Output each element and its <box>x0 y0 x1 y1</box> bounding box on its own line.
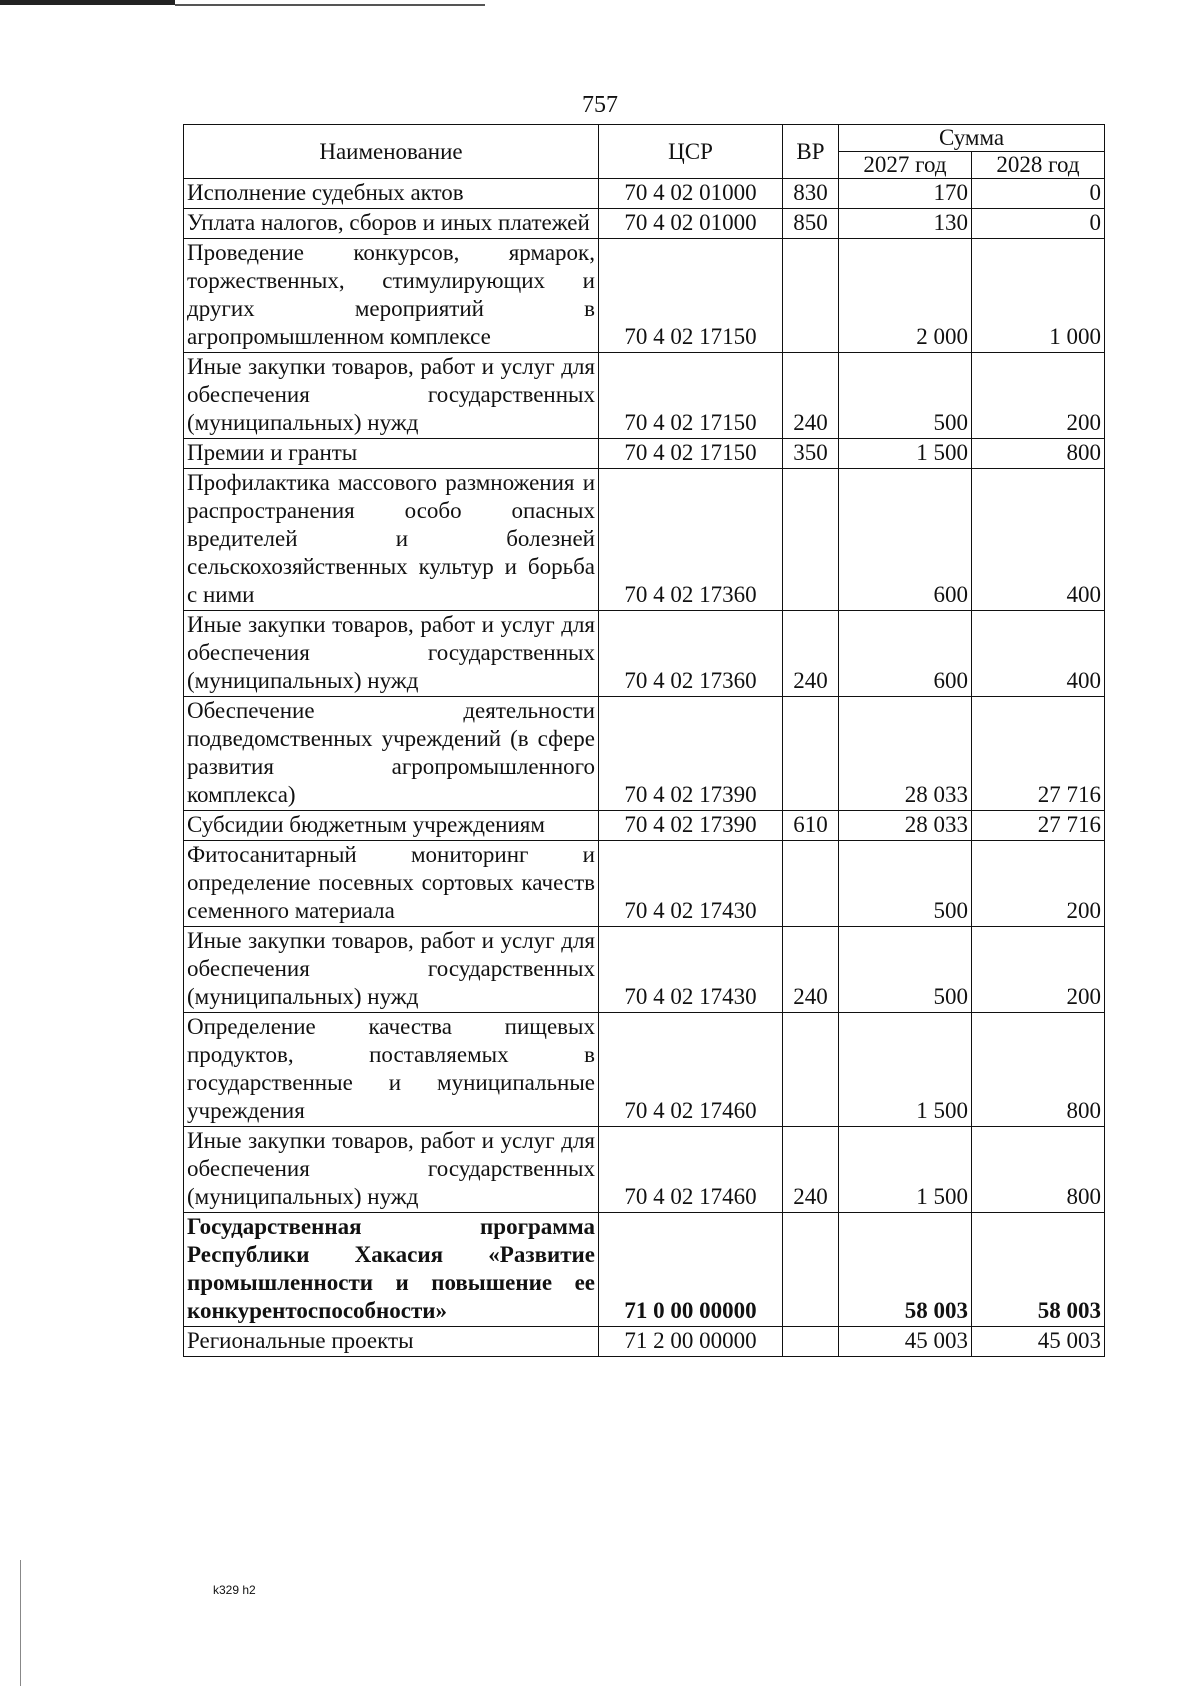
table-row <box>184 611 1105 697</box>
row-sum-2028: 800 <box>972 439 1105 469</box>
row-csr: 70 4 02 17150 <box>599 239 783 353</box>
row-vr: 240 <box>783 1127 839 1213</box>
row-sum-2027: 45 003 <box>839 1327 972 1357</box>
row-sum-2028: 200 <box>972 841 1105 927</box>
row-name: Проведение конкурсов, ярмарок, торжественных, стимулирующих и других мероприятий в агропромышленном комплексе <box>184 239 599 353</box>
row-vr <box>783 1213 839 1327</box>
table-row <box>184 841 1105 927</box>
row-sum-2028: 0 <box>972 209 1105 239</box>
row-name: Определение качества пищевых продуктов, поставляемых в государственные и муниципальные учреждения <box>184 1013 599 1127</box>
row-name: Премии и гранты <box>184 439 599 469</box>
row-sum-2027: 1 500 <box>839 439 972 469</box>
row-csr: 70 4 02 01000 <box>599 209 783 239</box>
row-csr: 70 4 02 17390 <box>599 697 783 811</box>
row-vr: 830 <box>783 179 839 209</box>
row-sum-2027: 1 500 <box>839 1013 972 1127</box>
row-vr: 240 <box>783 353 839 439</box>
row-vr: 610 <box>783 811 839 841</box>
row-vr <box>783 1327 839 1357</box>
row-csr: 71 2 00 00000 <box>599 1327 783 1357</box>
row-vr <box>783 841 839 927</box>
row-sum-2027: 2 000 <box>839 239 972 353</box>
row-name: Уплата налогов, сборов и иных платежей <box>184 209 599 239</box>
row-sum-2027: 130 <box>839 209 972 239</box>
row-csr: 70 4 02 17390 <box>599 811 783 841</box>
header-csr: ЦСР <box>599 125 783 179</box>
row-sum-2027: 28 033 <box>839 697 972 811</box>
row-sum-2028: 27 716 <box>972 697 1105 811</box>
row-sum-2028: 800 <box>972 1013 1105 1127</box>
table-row <box>184 179 1105 209</box>
header-vr: ВР <box>783 125 839 179</box>
row-csr: 70 4 02 17430 <box>599 841 783 927</box>
header-year-2028: 2028 год <box>972 152 1105 179</box>
row-sum-2028: 58 003 <box>972 1213 1105 1327</box>
row-sum-2027: 600 <box>839 611 972 697</box>
table-row <box>184 209 1105 239</box>
row-sum-2028: 45 003 <box>972 1327 1105 1357</box>
header-name: Наименование <box>184 125 599 179</box>
row-vr: 240 <box>783 927 839 1013</box>
row-csr: 71 0 00 00000 <box>599 1213 783 1327</box>
table-row <box>184 239 1105 353</box>
page-number: 757 <box>582 92 618 118</box>
row-vr <box>783 239 839 353</box>
table-row <box>184 1327 1105 1357</box>
row-sum-2028: 200 <box>972 927 1105 1013</box>
row-sum-2027: 500 <box>839 353 972 439</box>
row-name: Государственная программа Республики Хакасия «Развитие промышленности и повышение ее конкурентоспособности» <box>184 1213 599 1327</box>
table-row <box>184 353 1105 439</box>
scan-edge-mark-secondary <box>175 4 485 6</box>
row-sum-2028: 27 716 <box>972 811 1105 841</box>
scan-edge-mark <box>0 0 175 5</box>
row-name: Иные закупки товаров, работ и услуг для обеспечения государственных (муниципальных) нужд <box>184 353 599 439</box>
row-vr <box>783 1013 839 1127</box>
table-row <box>184 1013 1105 1127</box>
row-name: Иные закупки товаров, работ и услуг для обеспечения государственных (муниципальных) нужд <box>184 927 599 1013</box>
row-sum-2027: 58 003 <box>839 1213 972 1327</box>
header-sum: Сумма <box>839 125 1105 152</box>
row-sum-2028: 0 <box>972 179 1105 209</box>
row-csr: 70 4 02 17150 <box>599 439 783 469</box>
row-sum-2028: 200 <box>972 353 1105 439</box>
row-name: Исполнение судебных актов <box>184 179 599 209</box>
row-sum-2027: 600 <box>839 469 972 611</box>
table-row <box>184 1213 1105 1327</box>
budget-table <box>183 124 1105 1357</box>
row-csr: 70 4 02 17430 <box>599 927 783 1013</box>
row-sum-2028: 400 <box>972 611 1105 697</box>
row-sum-2027: 500 <box>839 841 972 927</box>
row-vr <box>783 697 839 811</box>
row-csr: 70 4 02 17460 <box>599 1127 783 1213</box>
row-csr: 70 4 02 17360 <box>599 469 783 611</box>
row-sum-2027: 28 033 <box>839 811 972 841</box>
table-row <box>184 439 1105 469</box>
row-name: Иные закупки товаров, работ и услуг для обеспечения государственных (муниципальных) нужд <box>184 1127 599 1213</box>
table-row <box>184 927 1105 1013</box>
row-csr: 70 4 02 17150 <box>599 353 783 439</box>
row-csr: 70 4 02 17460 <box>599 1013 783 1127</box>
header-row-top <box>184 125 1105 152</box>
row-csr: 70 4 02 17360 <box>599 611 783 697</box>
row-sum-2027: 500 <box>839 927 972 1013</box>
row-name: Фитосанитарный мониторинг и определение посевных сортовых качеств семенного материала <box>184 841 599 927</box>
row-vr: 850 <box>783 209 839 239</box>
row-csr: 70 4 02 01000 <box>599 179 783 209</box>
row-name: Профилактика массового размножения и распространения особо опасных вредителей и болезней сельскохозяйственных культур и борьба с ними <box>184 469 599 611</box>
table-row <box>184 469 1105 611</box>
row-vr: 240 <box>783 611 839 697</box>
row-sum-2028: 1 000 <box>972 239 1105 353</box>
table-row <box>184 811 1105 841</box>
footer-code: k329 h2 <box>213 1583 256 1597</box>
header-year-2027: 2027 год <box>839 152 972 179</box>
row-name: Субсидии бюджетным учреждениям <box>184 811 599 841</box>
row-name: Иные закупки товаров, работ и услуг для обеспечения государственных (муниципальных) нужд <box>184 611 599 697</box>
row-vr: 350 <box>783 439 839 469</box>
table-row <box>184 697 1105 811</box>
table-row <box>184 1127 1105 1213</box>
row-name: Обеспечение деятельности подведомственных учреждений (в сфере развития агропромышленного комплекса) <box>184 697 599 811</box>
row-name: Региональные проекты <box>184 1327 599 1357</box>
table-body <box>184 179 1105 1357</box>
row-sum-2027: 1 500 <box>839 1127 972 1213</box>
scan-left-edge <box>20 1560 21 1686</box>
row-vr <box>783 469 839 611</box>
row-sum-2028: 800 <box>972 1127 1105 1213</box>
row-sum-2028: 400 <box>972 469 1105 611</box>
row-sum-2027: 170 <box>839 179 972 209</box>
